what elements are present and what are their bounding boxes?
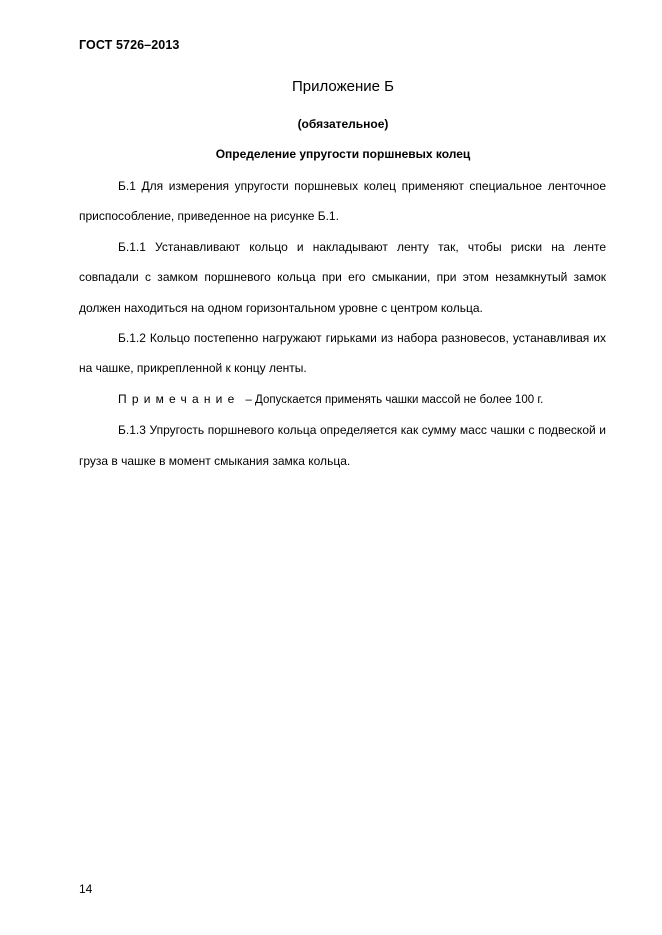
appendix-title: Приложение Б (292, 78, 394, 95)
page-number: 14 (79, 882, 93, 896)
appendix-heading: Определение упругости поршневых колец (215, 147, 471, 161)
note-text: – Допускается применять чашки массой не более 100 г. (245, 393, 544, 406)
paragraph-b1-1: Б.1.1 Устанавливают кольцо и накладывают ленту так, чтобы риски на ленте совпадали с замком поршневого кольца при его смыкании, при этом незамкнутый замок должен находиться на одном горизонтальном уровне с центром кольца. (79, 239, 606, 315)
body-text (79, 171, 606, 476)
appendix-status: (обязательное) (297, 117, 389, 131)
paragraph-b1-2: Б.1.2 Кольцо постепенно нагружают гирьками из набора разновесов, устанавливая их на чашке, прикрепленной к концу ленты. (79, 331, 606, 376)
document-code: ГОСТ 5726–2013 (79, 38, 180, 52)
note-label: Примечание (118, 391, 240, 406)
note (79, 384, 606, 415)
paragraph-b1-3: Б.1.3 Упругость поршневого кольца определяется как сумму масс чашки с подвеской и груза в чашке в момент смыкания замка кольца. (79, 423, 606, 468)
paragraph-b1: Б.1 Для измерения упругости поршневых колец применяют специальное ленточное приспособление, приведенное на рисунке Б.1. (79, 179, 606, 224)
